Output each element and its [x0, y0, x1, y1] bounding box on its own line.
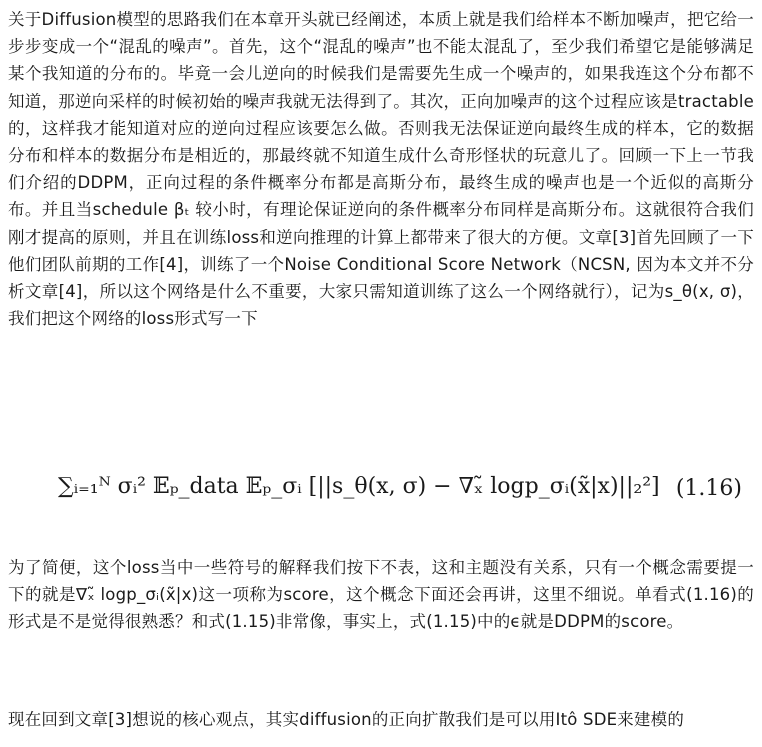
paragraph-intro: 关于Diffusion模型的思路我们在本章开头就已经阐述，本质上就是我们给样本不断加噪声，把它给一步步变成一个“混乱的噪声”。首先，这个“混乱的噪声”也不能太混乱了，至少我们希望它是能够满足某个我知道的分布的。毕竟一会儿逆向的时候我们是需要先生成一个噪声的，如果我连这个分布都不知道，那逆向采样的时候初始的噪声我就无法得到了。其次，正向加噪声的这个过程应该是tractable的，这样我才能知道对应的逆向过程应该要怎么做。否则我无法保证逆向最终生成的样本，它的数据分布和样本的数据分布是相近的，那最终就不知道生成什么奇形怪状的玩意儿了。回顾一下上一节我们介绍的DDPM，正向过程的条件概率分布都是高斯分布，最终生成的噪声也是一个近似的高斯分布。并且当schedule βₜ 较小时，有理论保证逆向的条件概率分布同样是高斯分布。这就很符合我们刚才提高的原则，并且在训练loss和逆向推理的计算上都带来了很大的方便。文章[3]首先回顾了一下他们团队前期的工作[4]，训练了一个Noise Conditional Score Network（NCSN, 因为本文并不分析文章[4]，所以这个网络是什么不重要，大家只需知道训练了这么一个网络就行），记为s_θ(x, σ)，我们把这个网络的loss形式写一下	[8, 10, 754, 329]
loss-formula: ∑ᵢ₌₁ᴺ σᵢ² 𝔼ₚ_data 𝔼ₚ_σᵢ [||s_θ(x, σ) − ∇ₓ̃ logp_σᵢ(x̃|x)||₂²]	[58, 474, 660, 499]
equation-block	[8, 466, 754, 516]
paragraph-score: 为了简便，这个loss当中一些符号的解释我们按下不表，这和主题没有关系，只有一个概念需要提一下的就是∇ₓ̃ logp_σᵢ(x̃|x)这一项称为score，这个概念下面还会再讲，这里不细说。单看式(1.16)的形式是不是觉得很熟悉？和式(1.15)非常像，事实上，式(1.15)中的ϵ就是DDPM的score。	[8, 558, 754, 632]
paragraph-sde: 现在回到文章[3]想说的核心观点，其实diffusion的正向扩散我们是可以用Itô SDE来建模的	[8, 710, 685, 729]
equation-number: (1.16)	[675, 476, 742, 501]
